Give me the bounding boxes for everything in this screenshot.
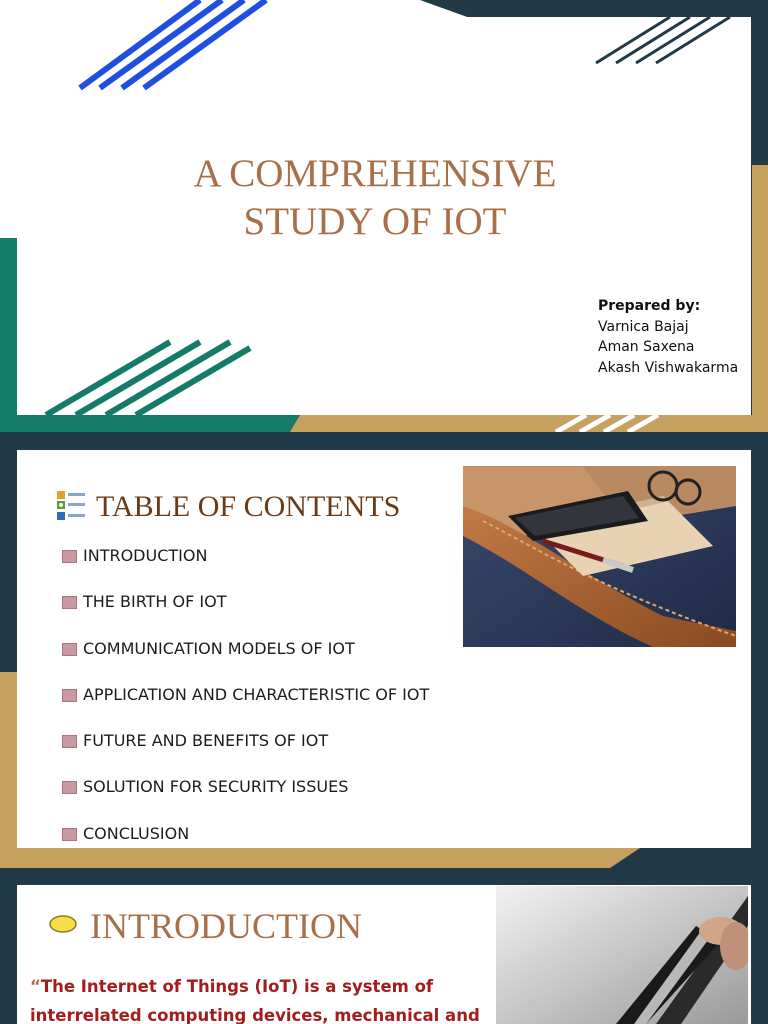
- square-bullet-icon: [62, 735, 77, 748]
- toc-item-label: APPLICATION AND CHARACTERISTIC OF IOT: [83, 684, 430, 704]
- toc-item-label: THE BIRTH OF IOT: [83, 592, 227, 612]
- toc-item-label: CONCLUSION: [83, 823, 190, 843]
- title-slide: [0, 0, 768, 432]
- toc-item[interactable]: [62, 727, 429, 773]
- bag-notebook-photo: [463, 466, 736, 647]
- prepared-by-label: Prepared by:: [598, 298, 701, 314]
- toc-item[interactable]: [62, 542, 429, 588]
- square-bullet-icon: [62, 781, 77, 794]
- presentation-title: [0, 150, 750, 246]
- list-icon: [56, 490, 86, 522]
- toc-item-label: COMMUNICATION MODELS OF IOT: [83, 638, 355, 658]
- intro-text: The Internet of Things (IoT) is a system of interrelated computing devices, mechanical and: [30, 977, 480, 1024]
- intro-paragraph: [30, 972, 480, 1024]
- author-name: Aman Saxena: [598, 339, 695, 355]
- square-bullet-icon: [62, 596, 77, 609]
- square-bullet-icon: [62, 828, 77, 841]
- square-bullet-icon: [62, 550, 77, 563]
- square-bullet-icon: [62, 689, 77, 702]
- author-name: Akash Vishwakarma: [598, 359, 739, 376]
- fountain-pen-photo: [496, 886, 748, 1024]
- toc-item[interactable]: [62, 635, 429, 681]
- toc-item-label: FUTURE AND BENEFITS OF IOT: [83, 731, 329, 751]
- toc-item[interactable]: [62, 820, 429, 866]
- toc-item[interactable]: [62, 588, 429, 634]
- prepared-by-block: [598, 296, 738, 378]
- toc-heading: TABLE OF CONTENTS: [96, 490, 401, 523]
- toc-list: [62, 542, 429, 866]
- author-name: Varnica Bajaj: [598, 318, 689, 335]
- toc-item-label: SOLUTION FOR SECURITY ISSUES: [83, 777, 349, 797]
- yellow-oval-icon: [48, 914, 78, 934]
- toc-item-label: INTRODUCTION: [83, 546, 208, 565]
- toc-item[interactable]: [62, 681, 429, 727]
- title-line-2: STUDY OF IOT: [243, 200, 507, 243]
- square-bullet-icon: [62, 643, 77, 656]
- title-line-1: A COMPREHENSIVE: [193, 152, 557, 195]
- intro-heading: INTRODUCTION: [90, 906, 362, 946]
- toc-item[interactable]: [62, 773, 429, 819]
- open-quote: “: [30, 977, 41, 996]
